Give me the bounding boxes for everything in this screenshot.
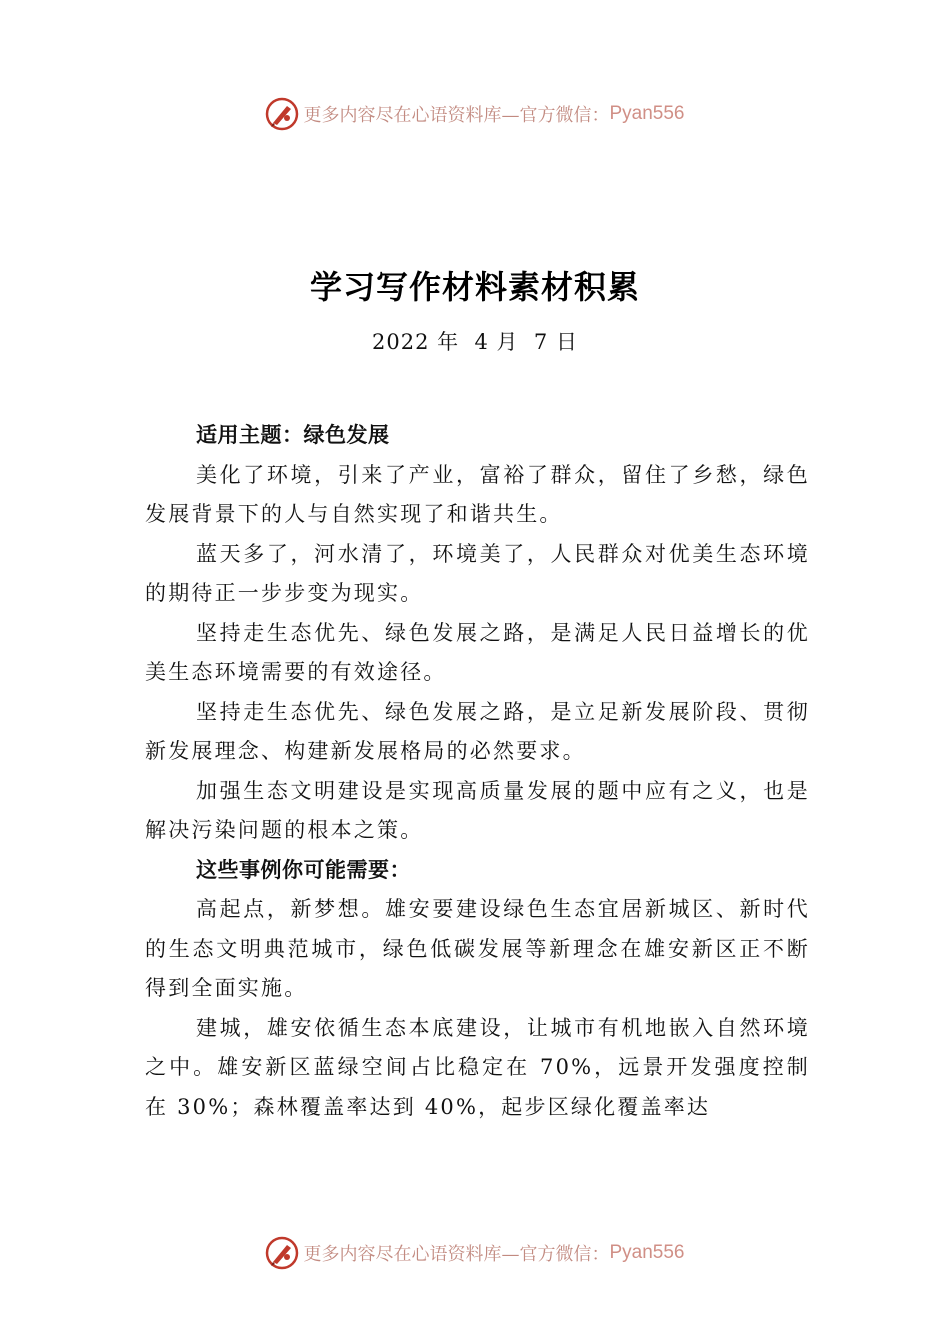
paragraph: 蓝天多了，河水清了，环境美了，人民群众对优美生态环境的期待正一步步变为现实。: [145, 541, 810, 605]
paragraph: 高起点，新梦想。雄安要建设绿色生态宜居新城区、新时代的生态文明典范城市，绿色低碳发展等新理念在雄安新区正不断得到全面实施。: [145, 897, 810, 1000]
pen-logo-icon: [265, 1236, 299, 1270]
pen-logo-icon: [265, 97, 299, 131]
header-banner-text: 更多内容尽在心语资料库—官方微信：: [303, 105, 610, 126]
paragraph: 坚持走生态优先、绿色发展之路，是满足人民日益增长的优美生态环境需要的有效途径。: [145, 620, 810, 684]
document-body: [145, 416, 810, 1127]
header-banner: [0, 94, 950, 134]
document-title: 学习写作材料素材积累: [309, 268, 640, 306]
paragraph: 建城，雄安依循生态本底建设，让城市有机地嵌入自然环境之中。雄安新区蓝绿空间占比稳定在 70%，远景开发强度控制在 30%；森林覆盖率达到 40%，起步区绿化覆盖率达: [145, 1015, 810, 1119]
paragraph: 美化了环境，引来了产业，富裕了群众，留住了乡愁，绿色发展背景下的人与自然实现了和谐共生。: [145, 462, 810, 526]
footer-banner-text: 更多内容尽在心语资料库—官方微信：: [303, 1244, 610, 1265]
document-date: 2022 年 4 月 7 日: [372, 330, 578, 354]
section-heading-examples: 这些事例你可能需要：: [196, 857, 411, 882]
section-heading-green-development: 适用主题：绿色发展: [196, 423, 390, 447]
paragraph: 加强生态文明建设是实现高质量发展的题中应有之义，也是解决污染问题的根本之策。: [145, 778, 810, 842]
paragraph: 坚持走生态优先、绿色发展之路，是立足新发展阶段、贯彻新发展理念、构建新发展格局的必然要求。: [145, 699, 810, 763]
footer-banner: [0, 1233, 950, 1273]
footer-wechat-id: Pyan556: [609, 1242, 685, 1263]
header-wechat-id: Pyan556: [609, 103, 685, 124]
